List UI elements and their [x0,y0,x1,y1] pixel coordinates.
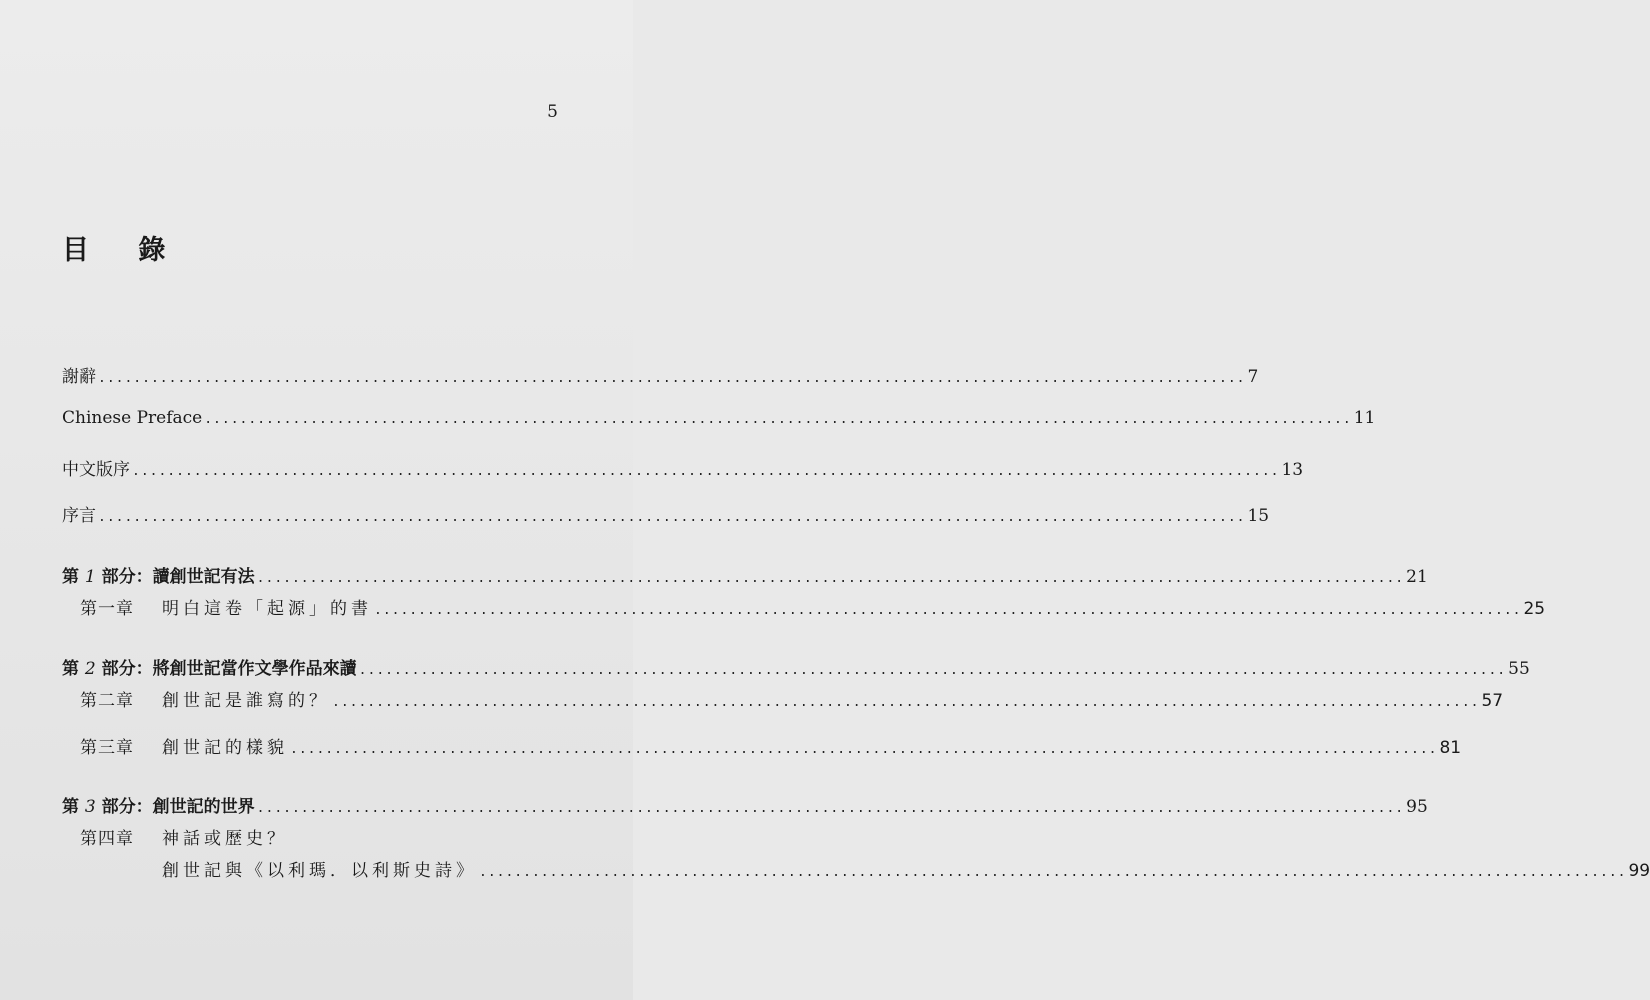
chapter-title: 神話或歷史？ [162,829,288,849]
part-title: 第 2 部分：將創世記當作文學作品來讀 [62,659,357,679]
toc-entry-chinese-edition-preface: 中文版序 .................................................................................................................................. 13 [62,460,1304,480]
dot-leader: .................................................................................................................................. [98,371,1246,386]
toc-part-2 [62,654,1530,679]
chapter-title: 創世記是誰寫的？ [162,691,330,711]
dot-leader: .................................................................................................................................. [204,412,1352,427]
dot-leader: .................................................................................................................................. [479,865,1627,880]
toc-entry-acknowledgements: 謝辭 .................................................................................................................................. 7 [62,367,1259,387]
toc-chapter-3 [80,733,1462,758]
toc-entry-chinese-preface: Chinese Preface .................................................................................................................................. 11 [62,408,1376,428]
dot-leader: .................................................................................................................................. [256,571,1405,586]
part-title: 第 3 部分：創世記的世界 [62,797,255,817]
toc-heading: 目 錄 [62,235,186,266]
chapter-title: 明白這卷「起源」的書 [162,599,372,619]
chapter-name: 第一章 [80,599,134,619]
dot-leader: .................................................................................................................................. [256,801,1405,816]
toc-chapter-4-line2 [162,856,1650,881]
page-ref: 21 [1406,567,1428,587]
chapter-title: 創世記與《以利瑪．以利斯史詩》 [162,861,477,881]
chapter-name: 第三章 [80,738,134,758]
part-title: 第 1 部分：讀創世記有法 [62,567,255,587]
page-ref: 99 [1628,861,1650,881]
page-ref: 57 [1481,691,1504,711]
page-ref: 13 [1281,460,1304,480]
toc-part-1 [62,562,1428,587]
page-ref: 15 [1247,506,1270,526]
page-ref: 55 [1508,659,1530,679]
dot-leader: .................................................................................................................................. [98,510,1246,525]
chapter-name: 第四章 [80,829,134,849]
page-ref: 7 [1247,367,1259,387]
dot-leader: .................................................................................................................................. [374,603,1522,618]
chapter-name: 第二章 [80,691,134,711]
page-ref: 95 [1406,797,1428,817]
dot-leader: .................................................................................................................................. [358,663,1507,678]
toc-chapter-2 [80,686,1504,711]
page-ref: 25 [1523,599,1546,619]
toc-part-3 [62,792,1428,817]
dot-leader: .................................................................................................................................. [332,695,1480,710]
toc-chapter-4-line1 [80,824,556,849]
page-number: 5 [547,102,558,122]
dot-leader: .................................................................................................................................. [290,742,1438,757]
toc-chapter-1 [80,594,1546,619]
page-ref: 11 [1353,408,1376,428]
page-ref: 81 [1439,738,1462,758]
dot-leader: .................................................................................................................................. [132,464,1280,479]
toc-entry-introduction: 序言 .................................................................................................................................. 15 [62,506,1270,526]
chapter-title: 創世記的樣貌 [162,738,288,758]
